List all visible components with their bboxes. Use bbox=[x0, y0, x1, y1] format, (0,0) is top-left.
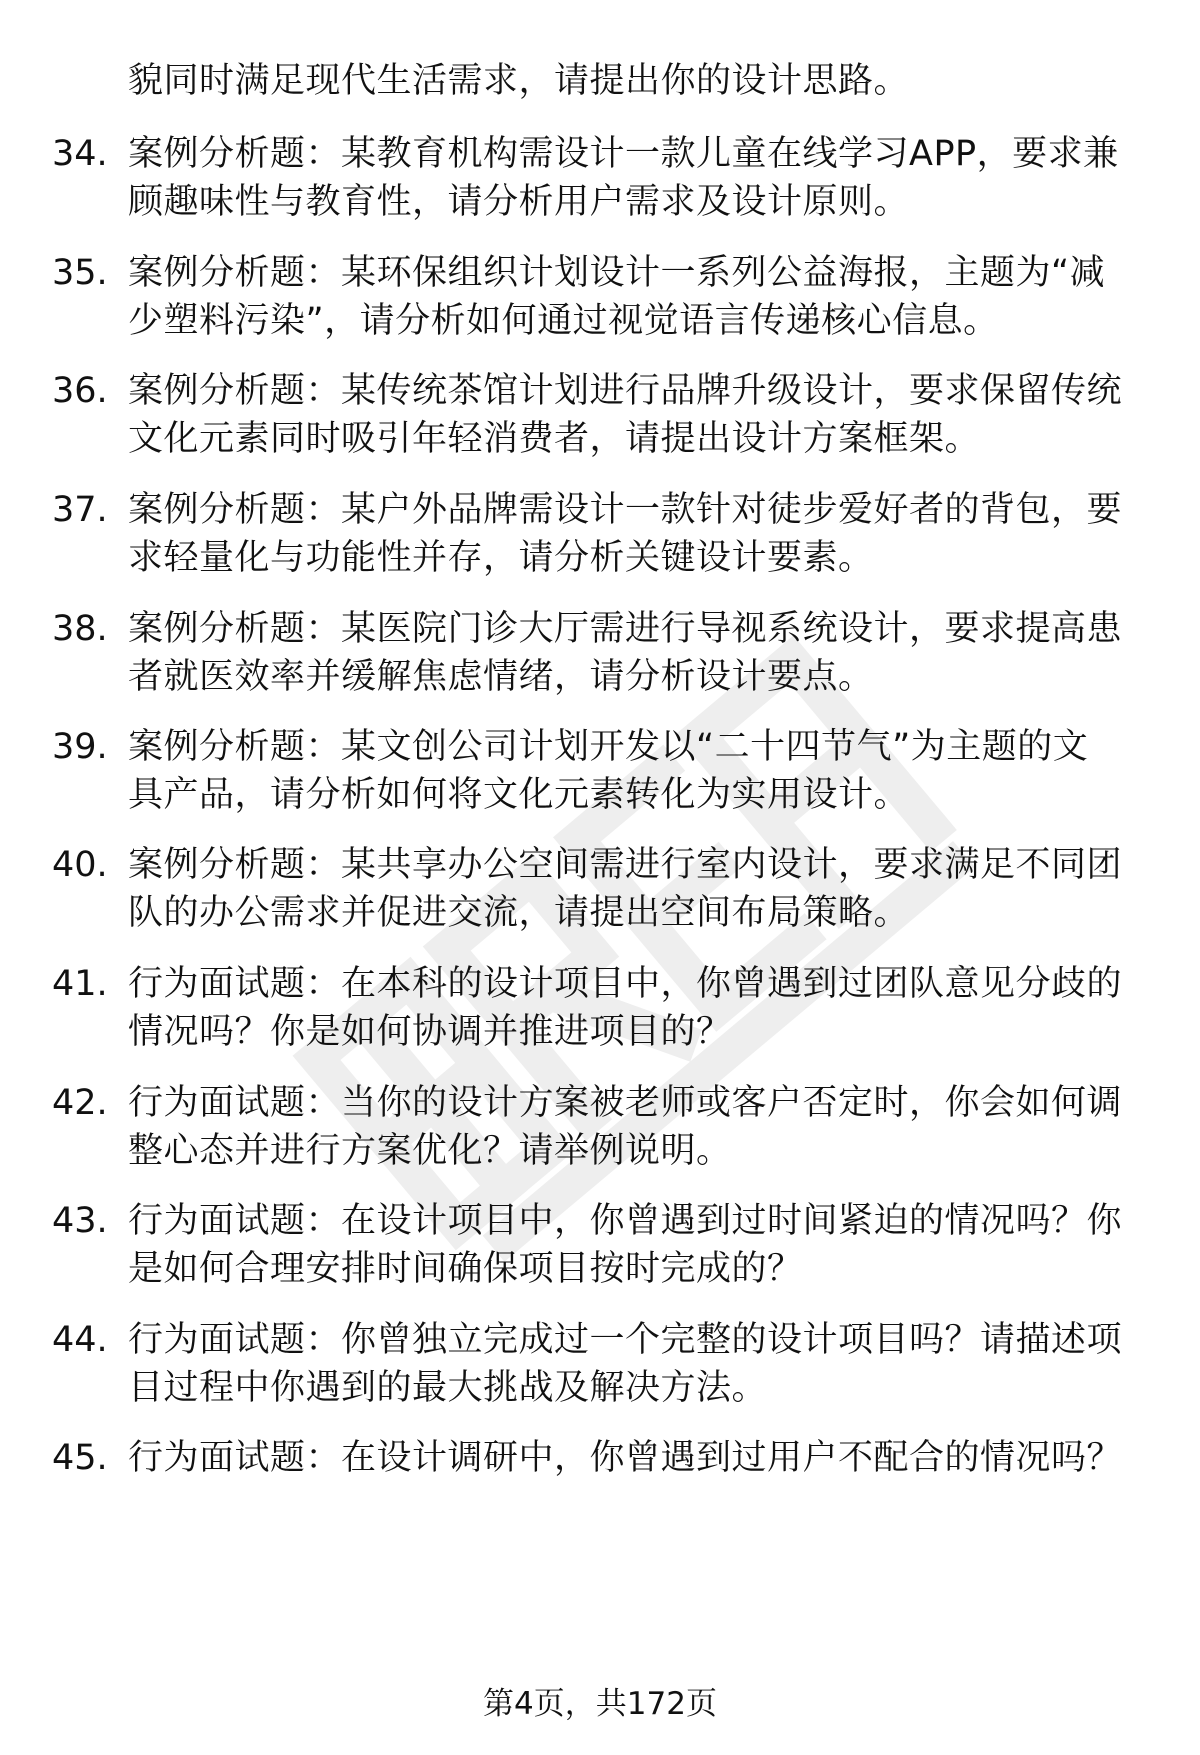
question-number: 38. bbox=[52, 609, 108, 649]
question-line: 文化元素同时吸引年轻消费者，请提出设计方案框架。 bbox=[128, 419, 981, 459]
question-item bbox=[0, 130, 1200, 230]
question-line: 案例分析题：某教育机构需设计一款儿童在线学习APP，要求兼 bbox=[128, 134, 1119, 174]
question-number: 37. bbox=[52, 490, 108, 530]
question-text bbox=[128, 367, 1148, 463]
question-text bbox=[128, 130, 1148, 226]
question-line: 少塑料污染”，请分析如何通过视觉语言传递核心信息。 bbox=[128, 301, 999, 341]
question-text bbox=[128, 1079, 1148, 1175]
question-item bbox=[0, 960, 1200, 1060]
question-item bbox=[0, 367, 1200, 467]
question-line: 整心态并进行方案优化？请举例说明。 bbox=[128, 1131, 732, 1171]
question-text bbox=[128, 841, 1148, 937]
question-number: 42. bbox=[52, 1083, 108, 1123]
question-text bbox=[128, 249, 1148, 345]
continuation-text: 貌同时满足现代生活需求，请提出你的设计思路。 bbox=[128, 61, 910, 101]
question-line: 案例分析题：某传统茶馆计划进行品牌升级设计，要求保留传统 bbox=[128, 371, 1123, 411]
question-line: 具产品，请分析如何将文化元素转化为实用设计。 bbox=[128, 775, 910, 815]
question-line: 者就医效率并缓解焦虑情绪，请分析设计要点。 bbox=[128, 657, 874, 697]
question-line: 行为面试题：你曾独立完成过一个完整的设计项目吗？请描述项 bbox=[128, 1320, 1123, 1360]
question-line: 行为面试题：在设计项目中，你曾遇到过时间紧迫的情况吗？你 bbox=[128, 1201, 1123, 1241]
question-number: 41. bbox=[52, 964, 108, 1004]
question-item bbox=[0, 1316, 1200, 1416]
question-line: 行为面试题：在本科的设计项目中，你曾遇到过团队意见分歧的 bbox=[128, 964, 1123, 1004]
question-item bbox=[0, 841, 1200, 941]
question-number: 43. bbox=[52, 1201, 108, 1241]
question-text bbox=[128, 960, 1148, 1056]
question-item bbox=[0, 486, 1200, 586]
question-text bbox=[128, 1197, 1148, 1293]
question-line: 案例分析题：某文创公司计划开发以“二十四节气”为主题的文 bbox=[128, 727, 1089, 767]
question-line: 队的办公需求并促进交流，请提出空间布局策略。 bbox=[128, 893, 910, 933]
question-number: 45. bbox=[52, 1438, 108, 1478]
page-footer: 第4页，共172页 bbox=[483, 1686, 717, 1722]
question-number: 36. bbox=[52, 371, 108, 411]
question-line: 行为面试题：当你的设计方案被老师或客户否定时，你会如何调 bbox=[128, 1083, 1123, 1123]
question-text bbox=[128, 486, 1148, 582]
question-text bbox=[128, 1316, 1148, 1412]
question-text bbox=[128, 605, 1148, 701]
question-text bbox=[128, 723, 1148, 819]
question-item bbox=[0, 1434, 1200, 1534]
question-item bbox=[0, 723, 1200, 823]
question-number: 35. bbox=[52, 253, 108, 293]
question-line: 案例分析题：某户外品牌需设计一款针对徒步爱好者的背包，要 bbox=[128, 490, 1123, 530]
question-line: 是如何合理安排时间确保项目按时完成的？ bbox=[128, 1249, 803, 1289]
question-item bbox=[0, 249, 1200, 349]
question-number: 44. bbox=[52, 1320, 108, 1360]
question-line: 案例分析题：某环保组织计划设计一系列公益海报，主题为“减 bbox=[128, 253, 1106, 293]
question-line: 目过程中你遇到的最大挑战及解决方法。 bbox=[128, 1368, 768, 1408]
question-line: 情况吗？你是如何协调并推进项目的？ bbox=[128, 1012, 732, 1052]
question-text bbox=[128, 1434, 1148, 1482]
question-line: 顾趣味性与教育性，请分析用户需求及设计原则。 bbox=[128, 182, 910, 222]
question-line: 行为面试题：在设计调研中，你曾遇到过用户不配合的情况吗？ bbox=[128, 1438, 1123, 1478]
question-item bbox=[0, 1197, 1200, 1297]
question-item bbox=[0, 605, 1200, 705]
question-item bbox=[0, 1079, 1200, 1179]
question-line: 求轻量化与功能性并存，请分析关键设计要素。 bbox=[128, 538, 874, 578]
question-number: 40. bbox=[52, 845, 108, 885]
question-number: 34. bbox=[52, 134, 108, 174]
question-line: 案例分析题：某共享办公空间需进行室内设计，要求满足不同团 bbox=[128, 845, 1123, 885]
question-number: 39. bbox=[52, 727, 108, 767]
question-line: 案例分析题：某医院门诊大厅需进行导视系统设计，要求提高患 bbox=[128, 609, 1123, 649]
